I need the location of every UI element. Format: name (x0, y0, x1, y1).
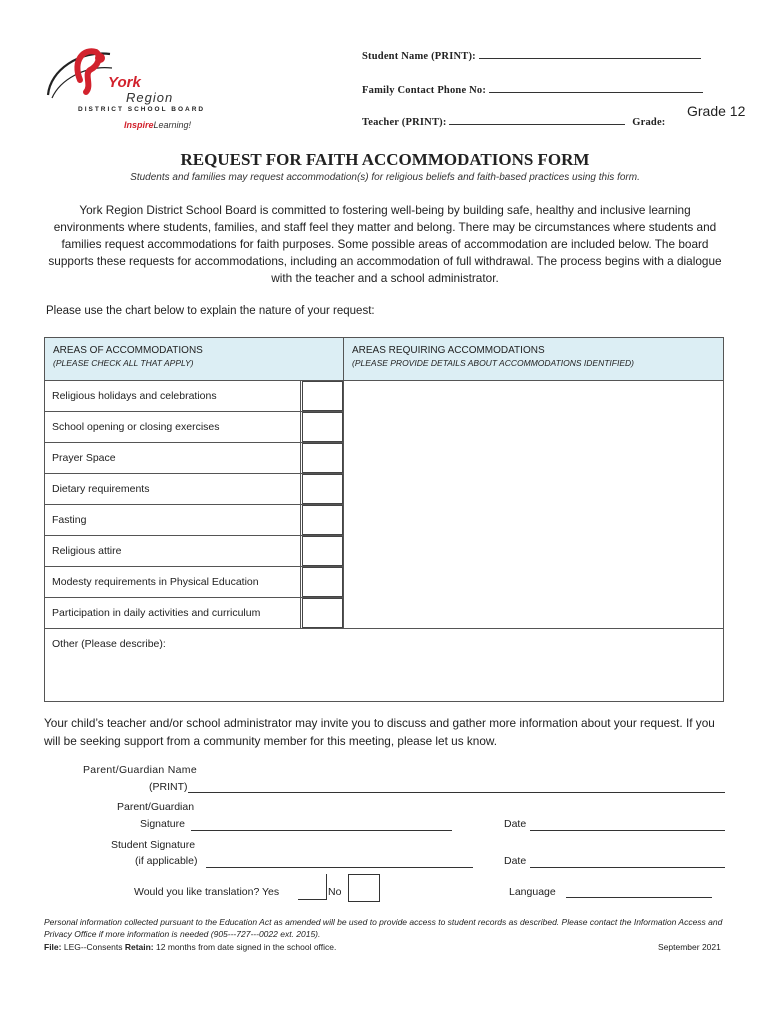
phone-field[interactable] (489, 80, 703, 93)
revision-date: September 2021 (658, 942, 721, 952)
teacher-field[interactable] (449, 112, 625, 125)
col2-header (344, 338, 724, 381)
row-checkbox-cell (301, 474, 344, 505)
retain-label: Retain: (124, 942, 154, 952)
student-date-label: Date (504, 855, 527, 867)
logo-district: DISTRICT SCHOOL BOARD (78, 106, 206, 113)
details-textarea[interactable] (344, 381, 724, 629)
row-checkbox-cell (301, 567, 344, 598)
followup-paragraph: Your child’s teacher and/or school administrator may invite you to discuss and gather more information about your request. If you will be seeking support from a community member for this meeting, please let us know. (44, 716, 715, 748)
translation-no-checkbox[interactable] (348, 874, 380, 902)
student-sig-label-1: Student Signature (111, 839, 196, 851)
parent-name-field[interactable] (188, 792, 725, 793)
row-label: Religious attire (45, 536, 301, 567)
col2-subtitle: (PLEASE PROVIDE DETAILS ABOUT ACCOMMODATIONS IDENTIFIED) (352, 358, 634, 368)
student-name-row (362, 46, 701, 62)
student-date-field[interactable] (530, 867, 725, 868)
language-label: Language (509, 886, 556, 898)
table-header-row (45, 338, 724, 381)
parent-name-label-2: (PRINT) (149, 781, 188, 793)
col2-title: AREAS REQUIRING ACCOMMODATIONS (352, 345, 545, 356)
teacher-label: Teacher (PRINT): (362, 117, 447, 128)
intro-paragraph: York Region District School Board is committed to fostering well-being by building safe, healthy and inclusive learning environments where students, families, and staff feel they matter and belong. There may be circumstances where students and families request accommodations for faith purposes. Some possible areas of accommodation are included below. The board supports these requests for accommodations, including an accommodation of full withdrawal. The process begins with a dialogue with the teacher and a school administrator. (48, 203, 722, 285)
accommodation-checkbox[interactable] (302, 443, 343, 473)
phone-row (362, 80, 703, 96)
accommodation-checkbox[interactable] (302, 412, 343, 442)
logo-tagline (124, 120, 191, 130)
accommodation-checkbox[interactable] (302, 381, 343, 411)
logo-tagline-learning: Learning! (153, 120, 192, 130)
row-label: School opening or closing exercises (45, 412, 301, 443)
file-value: LEG-‐Consents (63, 942, 123, 952)
row-checkbox-cell (301, 536, 344, 567)
yrdsb-logo (40, 40, 206, 135)
chart-intro: Please use the chart below to explain the nature of your request: (46, 305, 375, 317)
translation-no-label: No (328, 886, 342, 898)
grade-value[interactable]: Grade 12 (687, 103, 746, 119)
parent-date-field[interactable] (530, 830, 725, 831)
logo-york: York (108, 74, 141, 91)
file-retain-line (44, 942, 336, 952)
other-label: Other (Please describe): (52, 638, 166, 650)
retain-value: 12 months from date signed in the school office. (156, 942, 337, 952)
row-checkbox-cell (301, 381, 344, 412)
accommodation-checkbox[interactable] (302, 474, 343, 504)
language-field[interactable] (566, 897, 712, 898)
col1-header (45, 338, 344, 381)
accommodations-table (44, 337, 724, 702)
row-label: Modesty requirements in Physical Education (45, 567, 301, 598)
teacher-row (362, 112, 666, 128)
row-label: Participation in daily activities and curriculum (45, 598, 301, 629)
parent-signature-field[interactable] (191, 830, 452, 831)
form-title: REQUEST FOR FAITH ACCOMMODATIONS FORM (180, 150, 590, 169)
accommodation-checkbox[interactable] (302, 567, 343, 597)
col1-subtitle: (PLEASE CHECK ALL THAT APPLY) (53, 358, 194, 368)
accommodation-checkbox[interactable] (302, 536, 343, 566)
row-label: Fasting (45, 505, 301, 536)
parent-sig-label-2: Signature (140, 818, 185, 830)
row-label: Prayer Space (45, 443, 301, 474)
phone-label: Family Contact Phone No: (362, 85, 487, 96)
other-row (45, 629, 724, 702)
row-label: Dietary requirements (45, 474, 301, 505)
logo-tagline-inspire: Inspire (124, 120, 154, 130)
file-label: File: (44, 942, 62, 952)
accommodation-checkbox[interactable] (302, 598, 343, 628)
row-checkbox-cell (301, 505, 344, 536)
table-row (45, 381, 724, 412)
row-checkbox-cell (301, 412, 344, 443)
other-cell[interactable] (45, 629, 724, 702)
student-signature-field[interactable] (206, 867, 473, 868)
parent-sig-label-1: Parent/Guardian (117, 801, 195, 813)
grade-label: Grade: (632, 117, 666, 128)
form-subtitle: Students and families may request accommodation(s) for religious beliefs and faith-based practices using this form. (130, 172, 640, 183)
parent-date-label: Date (504, 818, 527, 830)
parent-name-label-1: Parent/Guardian Name (83, 764, 197, 776)
translation-yes-checkbox[interactable] (298, 874, 327, 900)
student-name-field[interactable] (479, 46, 701, 59)
col1-title: AREAS OF ACCOMMODATIONS (53, 345, 203, 356)
row-checkbox-cell (301, 598, 344, 629)
translation-label: Would you like translation? Yes (134, 886, 280, 898)
logo-region: Region (126, 90, 174, 105)
student-sig-label-2: (if applicable) (135, 855, 198, 867)
row-checkbox-cell (301, 443, 344, 474)
privacy-notice: Personal information collected pursuant to the Education Act as amended will be used to provide access to student records as described. Please contact the Information Access and Privacy Office if more information is needed (905-‐-727-‐-0022 ext. 2015). (44, 917, 723, 939)
student-name-label: Student Name (PRINT): (362, 51, 476, 62)
accommodation-checkbox[interactable] (302, 505, 343, 535)
row-label: Religious holidays and celebrations (45, 381, 301, 412)
